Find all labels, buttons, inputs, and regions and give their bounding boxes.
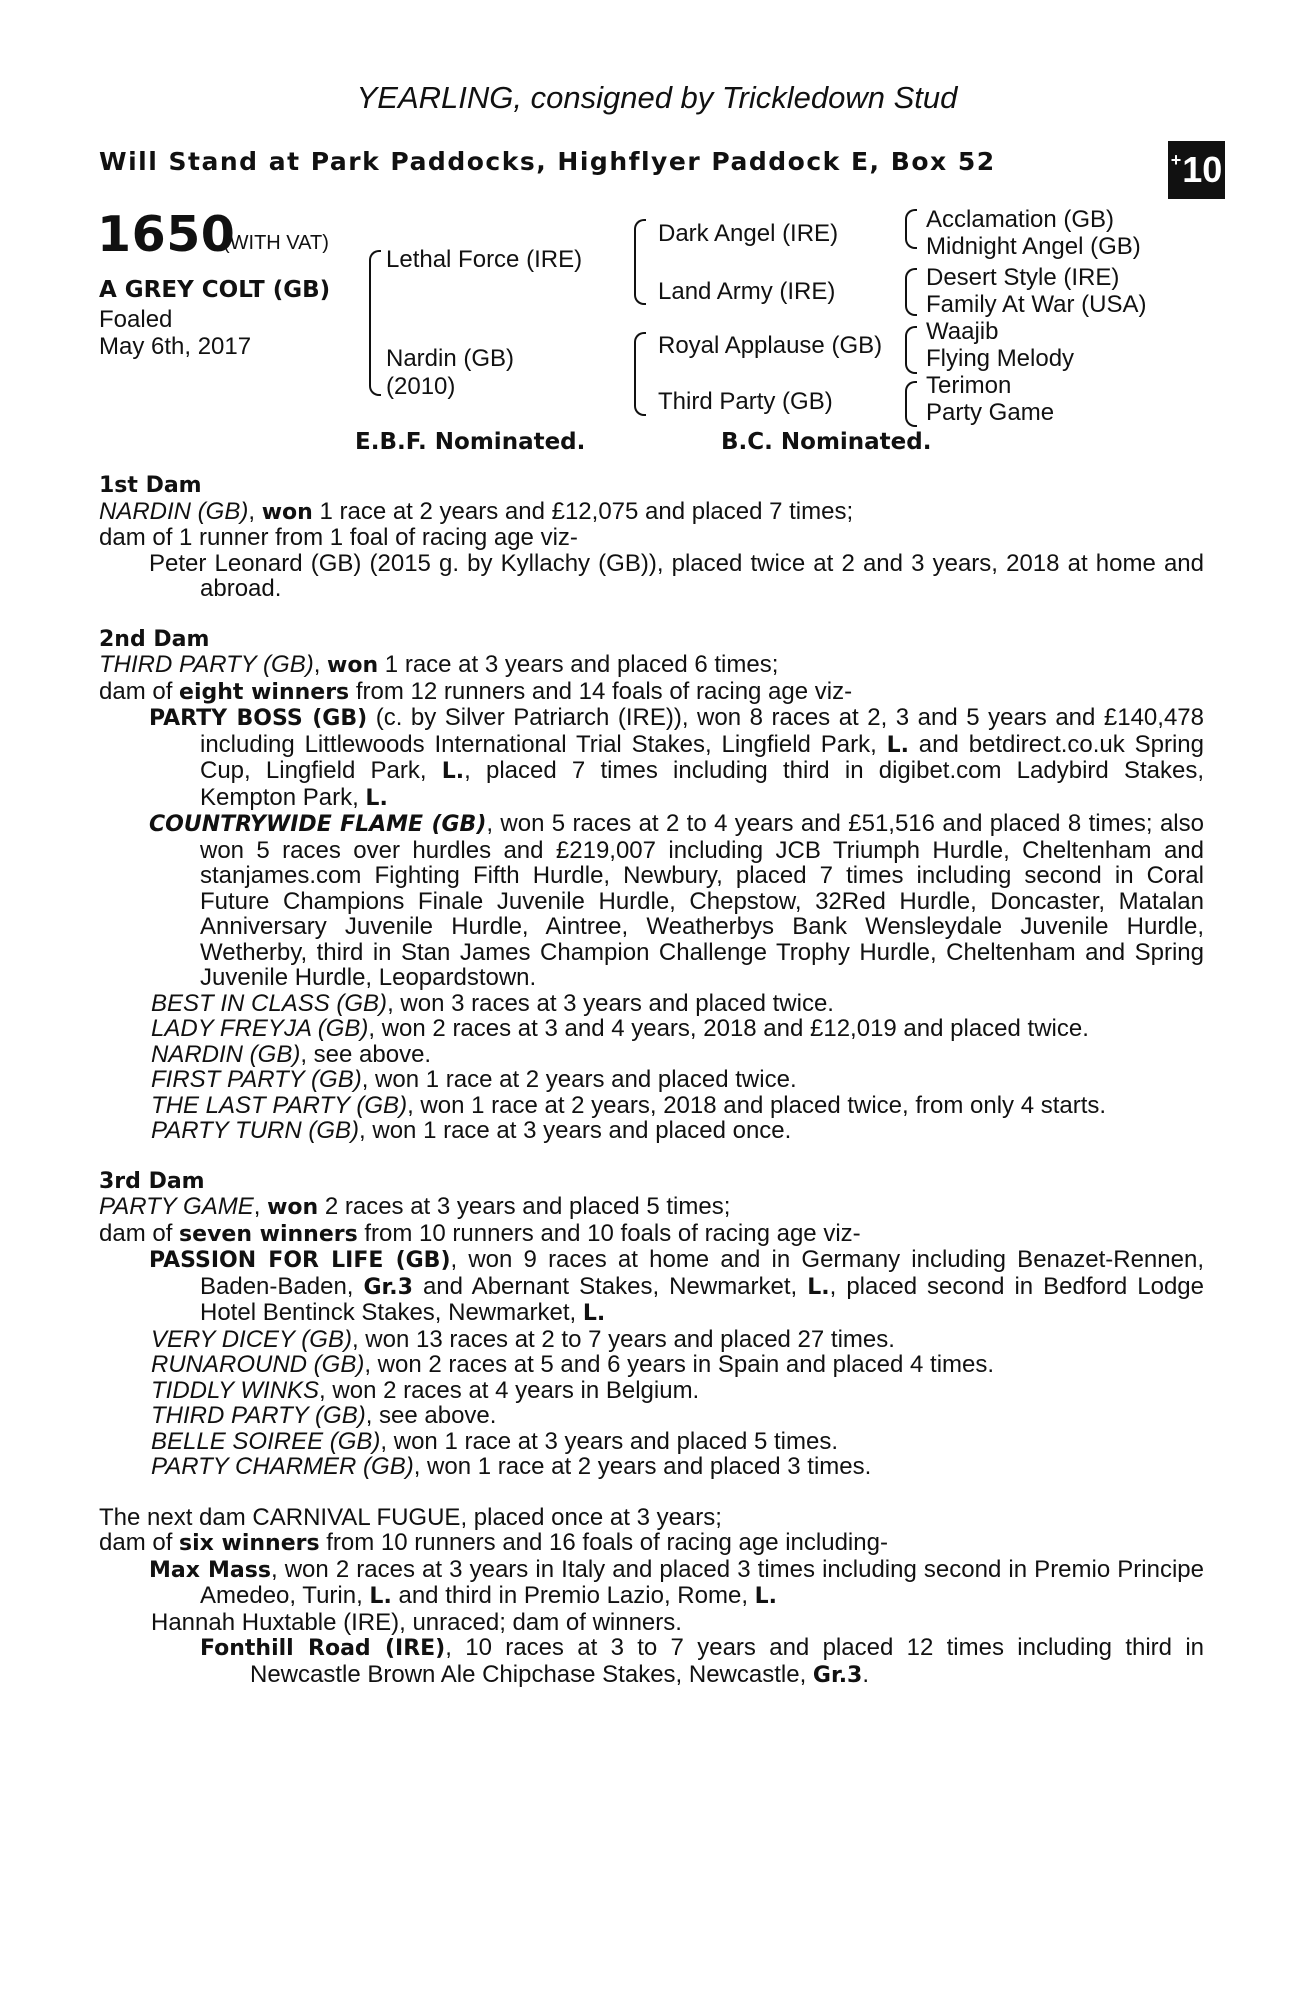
first-dam-line: NARDIN (GB), won 1 race at 2 years and £12,075 and placed 7 times;	[99, 497, 854, 525]
sire-sire: Dark Angel (IRE)	[658, 220, 839, 247]
offspring-line	[151, 991, 1204, 1017]
text: , see above.	[300, 1040, 432, 1068]
offspring-countrywide-flame	[99, 811, 1204, 991]
ggp-2: Midnight Angel (GB)	[926, 233, 1141, 260]
offspring-name: PARTY BOSS (GB)	[149, 706, 368, 731]
text: and third in Premio Lazio, Rome,	[391, 1582, 755, 1609]
text: dam of	[99, 1529, 180, 1556]
offspring-name: PARTY CHARMER (GB)	[151, 1453, 414, 1480]
second-dam-name: THIRD PARTY (GB)	[99, 651, 314, 678]
text: dam of	[99, 1219, 180, 1247]
next-dam-produce	[99, 1530, 1204, 1557]
second-dam-record: 1 race at 3 years and placed 6 times;	[378, 651, 779, 678]
first-dam-name: NARDIN (GB)	[99, 497, 249, 525]
offspring-party-boss	[99, 705, 1204, 811]
won-label: won	[261, 499, 313, 525]
offspring-line	[151, 1067, 1204, 1093]
text: , won 1 race at 2 years and placed 3 times.	[413, 1453, 872, 1480]
ggp-4: Family At War (USA)	[926, 291, 1147, 318]
winners-count: six winners	[179, 1531, 320, 1556]
text: , won 5 races at 2 to 4 years and £51,516 and placed 8 times; also won 5 races over hurdles and £219,007 including JCB Triumph Hurdle, Cheltenham and stanjames.com Fighting Fifth Hurdle, Newbury, placed 7 times including second in Coral Future Champions Finale Juvenile Hurdle, Chepstow, 32Red Hurdle, Doncaster, Matalan Anniversary Juvenile Hurdle, Aintree, Weatherbys Bank Wensleydale Juvenile Hurdle, Wetherby, third in Stan James Champion Challenge Trophy Hurdle, Cheltenham and Spring Juvenile Hurdle, Leopardstown.	[200, 810, 1204, 991]
text: , won 1 race at 2 years and placed twice.	[361, 1066, 797, 1093]
bracket-dam	[634, 332, 646, 416]
listed-mark: L.	[365, 785, 388, 811]
text: , placed second in Bedford Lodge Hotel Bentinck Stakes, Newmarket,	[200, 1272, 1204, 1326]
listed-mark: L.	[807, 1274, 830, 1300]
offspring-name: NARDIN (GB)	[151, 1040, 301, 1068]
text: from 12 runners and 14 foals of racing age viz-	[349, 677, 853, 705]
listed-mark: L.	[754, 1584, 778, 1609]
horse-description: A GREY COLT (GB)	[99, 277, 331, 303]
second-dam-heading: 2nd Dam	[99, 626, 210, 652]
offspring-line	[151, 1016, 1204, 1042]
bracket-g3	[905, 326, 917, 374]
offspring-name: TIDDLY WINKS	[151, 1376, 320, 1404]
text: from 10 runners and 10 foals of racing age viz-	[357, 1219, 861, 1247]
text: , 10 races at 3 to 7 years and placed 12 times including third in Newcastle Brown Ale Chipchase Stakes, Newcastle,	[250, 1634, 1205, 1688]
offspring-line	[151, 1118, 1204, 1144]
offspring-line	[151, 1093, 1204, 1119]
badge-plus: +	[1170, 150, 1182, 170]
group-mark: Gr.3	[812, 1662, 863, 1688]
third-dam-record: 2 races at 3 years and placed 5 times;	[318, 1193, 731, 1220]
text: , won 1 race at 3 years and placed once.	[359, 1117, 792, 1144]
bc-nominated: B.C. Nominated.	[721, 429, 932, 455]
offspring-name: PASSION FOR LIFE (GB)	[149, 1248, 451, 1273]
text: , won 1 race at 3 years and placed 5 times.	[380, 1427, 838, 1455]
offspring-line	[151, 1042, 1204, 1068]
listed-mark: L.	[886, 732, 909, 758]
offspring-name: BELLE SOIREE (GB)	[151, 1427, 381, 1455]
winners-count: eight winners	[179, 679, 350, 705]
offspring-max-mass	[99, 1557, 1204, 1610]
text: .	[862, 1660, 870, 1688]
third-dam-produce	[99, 1221, 1204, 1248]
badge-number: 10	[1182, 149, 1223, 190]
offspring-name: PARTY TURN (GB)	[151, 1117, 360, 1144]
ggp-7: Terimon	[926, 372, 1012, 399]
group-mark: Gr.3	[363, 1274, 413, 1300]
ggp-6: Flying Melody	[926, 345, 1075, 372]
dam-year: (2010)	[386, 373, 456, 400]
bracket-main	[369, 250, 381, 396]
sire: Lethal Force (IRE)	[386, 246, 583, 273]
offspring-name: THE LAST PARTY (GB)	[151, 1091, 408, 1119]
stand-location: Will Stand at Park Paddocks, Highflyer Paddock E, Box 52	[99, 147, 996, 176]
dam-dam: Third Party (GB)	[658, 388, 833, 415]
dam-sire: Royal Applause (GB)	[658, 332, 883, 359]
offspring-name: VERY DICEY (GB)	[151, 1325, 352, 1353]
offspring-line	[151, 1327, 1204, 1353]
first-dam-offspring: Peter Leonard (GB) (2015 g. by Kyllachy (GB)), placed twice at 2 and 3 years, 2018 at home and abroad.	[149, 549, 1204, 602]
vat-note: (WITH VAT)	[223, 232, 329, 254]
text: and Abernant Stakes, Newmarket,	[412, 1272, 808, 1300]
foaled-label: Foaled	[99, 306, 173, 333]
lot-badge	[1168, 141, 1225, 199]
bracket-g2	[905, 268, 917, 316]
ggp-1: Acclamation (GB)	[926, 206, 1115, 233]
offspring-line	[151, 1403, 1204, 1429]
winners-count: seven winners	[179, 1221, 358, 1247]
offspring-line	[151, 1378, 1204, 1404]
offspring-name: COUNTRYWIDE FLAME (GB)	[149, 812, 487, 837]
offspring-name: LADY FREYJA (GB)	[151, 1015, 369, 1042]
sire-dam: Land Army (IRE)	[658, 278, 836, 305]
listed-mark: L.	[369, 1584, 392, 1609]
offspring-passion-for-life	[99, 1247, 1204, 1327]
text: , see above.	[365, 1402, 497, 1429]
text: (c. by Silver Patriarch (IRE)), won 8 races at 2, 3 and 5 years and £140,478 including Littlewoods International Trial Stakes, Lingfield Park,	[200, 704, 1204, 758]
text: , won 2 races at 5 and 6 years in Spain and placed 4 times.	[364, 1351, 995, 1378]
offspring-name: RUNAROUND (GB)	[151, 1351, 365, 1378]
offspring-line	[151, 1352, 1204, 1378]
text: , won 2 races at 4 years in Belgium.	[319, 1376, 700, 1404]
second-dam-produce	[99, 679, 1204, 706]
bracket-sire	[634, 219, 646, 305]
next-dam-line: The next dam CARNIVAL FUGUE, placed once at 3 years;	[99, 1503, 722, 1531]
ggp-8: Party Game	[926, 399, 1055, 426]
first-dam-produce: dam of 1 runner from 1 foal of racing age viz-	[99, 524, 578, 551]
offspring-name: FIRST PARTY (GB)	[151, 1066, 362, 1093]
text: and betdirect.co.uk Spring Cup, Lingfield Park,	[200, 730, 1204, 784]
ggp-3: Desert Style (IRE)	[926, 264, 1120, 291]
text: , won 9 races at home and in Germany including Benazet-Rennen, Baden-Baden,	[200, 1246, 1204, 1300]
first-dam-record: 1 race at 2 years and £12,075 and placed 7 times;	[312, 497, 854, 525]
offspring-name: BEST IN CLASS (GB)	[151, 989, 388, 1017]
ggp-5: Waajib	[926, 318, 999, 345]
second-dam-line: THIRD PARTY (GB), won 1 race at 3 years and placed 6 times;	[99, 651, 779, 678]
text: , won 2 races at 3 years in Italy and placed 3 times including second in Premio Principe Amedeo, Turin,	[200, 1555, 1205, 1609]
text: from 10 runners and 16 foals of racing age including-	[319, 1529, 888, 1556]
offspring-line	[151, 1454, 1204, 1480]
won-label: won	[267, 1195, 319, 1220]
text: , won 2 races at 3 and 4 years, 2018 and £12,019 and placed twice.	[368, 1015, 1089, 1042]
text: , placed 7 times including third in digibet.com Ladybird Stakes, Kempton Park,	[200, 757, 1204, 811]
ebf-nominated: E.B.F. Nominated.	[355, 429, 586, 455]
text: , won 1 race at 2 years, 2018 and placed twice, from only 4 starts.	[407, 1091, 1107, 1119]
catalogue-subtitle: YEARLING, consigned by Trickledown Stud	[356, 80, 958, 115]
bracket-g4	[905, 381, 917, 427]
offspring-line	[151, 1429, 1204, 1455]
first-dam-heading: 1st Dam	[99, 473, 202, 498]
third-dam-line: PARTY GAME, won 2 races at 3 years and placed 5 times;	[99, 1193, 731, 1220]
dam: Nardin (GB)	[386, 345, 515, 372]
text: , won 13 races at 2 to 7 years and placed 27 times.	[351, 1325, 895, 1353]
offspring-name: Max Mass	[149, 1557, 271, 1583]
listed-mark: L.	[441, 759, 465, 784]
offspring-name: Fonthill Road (IRE)	[200, 1636, 446, 1661]
lot-number: 1650	[97, 206, 236, 263]
offspring-name: THIRD PARTY (GB)	[151, 1402, 366, 1429]
third-dam-heading: 3rd Dam	[99, 1168, 205, 1194]
dam-record	[99, 473, 1204, 1688]
offspring-hannah-huxtable: Hannah Huxtable (IRE), unraced; dam of winners.	[151, 1608, 682, 1636]
third-dam-name: PARTY GAME	[99, 1193, 254, 1220]
text: dam of	[99, 677, 180, 705]
text: , won 3 races at 3 years and placed twice.	[387, 989, 834, 1017]
listed-mark: L.	[582, 1301, 606, 1326]
foaled-date: May 6th, 2017	[99, 333, 252, 360]
bracket-g1	[905, 209, 917, 249]
offspring-fonthill-road	[99, 1635, 1204, 1688]
won-label: won	[327, 653, 379, 678]
